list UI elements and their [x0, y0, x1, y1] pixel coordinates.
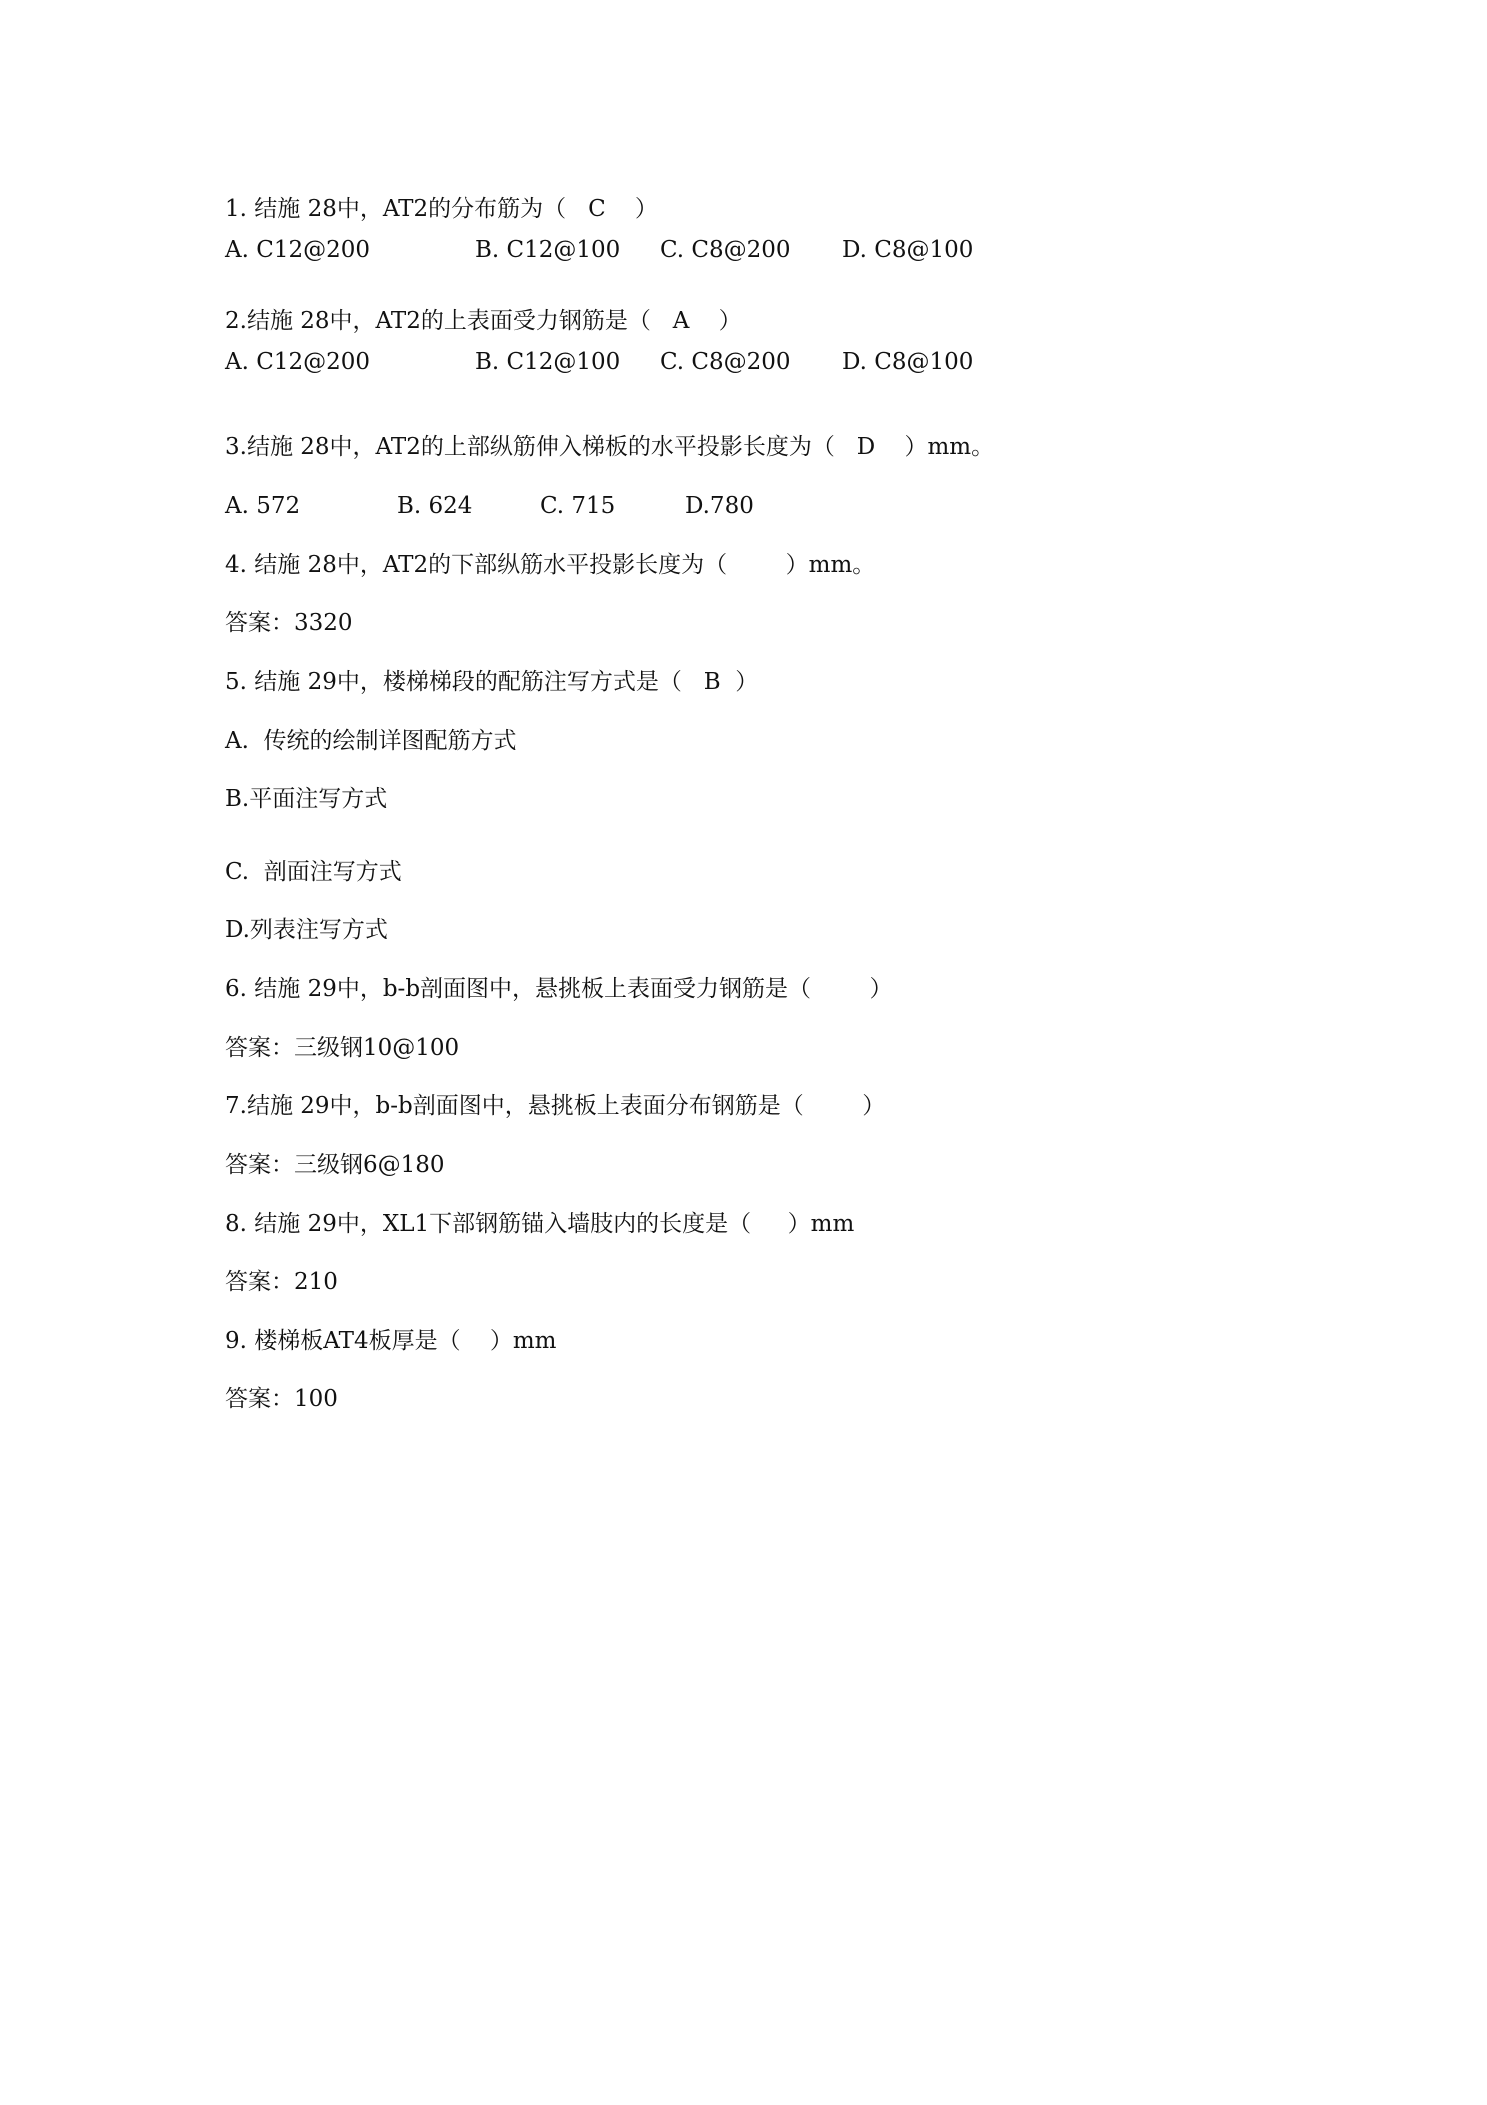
question-2-option-b: B. C12@100: [475, 349, 621, 375]
question-5-option-c: C. 剖面注写方式: [225, 859, 402, 885]
question-2-stem: 2.结施 28中，AT2的上表面受力钢筋是（ A ）: [225, 308, 742, 334]
question-7-answer: 答案：三级钢6@180: [225, 1152, 445, 1178]
question-5-option-b: B.平面注写方式: [225, 786, 388, 812]
question-1-option-b: B. C12@100: [475, 237, 621, 263]
question-1-option-c: C. C8@200: [660, 237, 791, 263]
question-3-option-d: D.780: [685, 493, 754, 519]
question-2-option-d: D. C8@100: [842, 349, 974, 375]
question-5-option-a: A. 传统的绘制详图配筋方式: [225, 728, 517, 754]
question-6-stem: 6. 结施 29中，b-b剖面图中，悬挑板上表面受力钢筋是（ ）: [225, 976, 893, 1002]
question-4-answer: 答案：3320: [225, 610, 353, 636]
question-5-option-d: D.列表注写方式: [225, 917, 388, 943]
question-9-stem: 9. 楼梯板AT4板厚是（ ）mm: [225, 1328, 557, 1354]
question-3-option-a: A. 572: [225, 493, 301, 519]
question-3-option-c: C. 715: [540, 493, 616, 519]
question-3-option-b: B. 624: [397, 493, 473, 519]
question-5-stem: 5. 结施 29中，楼梯梯段的配筋注写方式是（ B ）: [225, 669, 759, 695]
question-1-option-a: A. C12@200: [225, 237, 370, 263]
question-2-option-c: C. C8@200: [660, 349, 791, 375]
question-8-stem: 8. 结施 29中，XL1下部钢筋锚入墙肢内的长度是（ ）mm: [225, 1211, 855, 1237]
question-7-stem: 7.结施 29中，b-b剖面图中，悬挑板上表面分布钢筋是（ ）: [225, 1093, 886, 1119]
question-2-option-a: A. C12@200: [225, 349, 370, 375]
question-1-option-d: D. C8@100: [842, 237, 974, 263]
question-1-stem: 1. 结施 28中，AT2的分布筋为（ C ）: [225, 196, 658, 222]
question-9-answer: 答案：100: [225, 1386, 338, 1412]
question-3-stem: 3.结施 28中，AT2的上部纵筋伸入梯板的水平投影长度为（ D ）mm。: [225, 434, 995, 460]
question-6-answer: 答案：三级钢10@100: [225, 1035, 460, 1061]
question-8-answer: 答案：210: [225, 1269, 338, 1295]
question-4-stem: 4. 结施 28中，AT2的下部纵筋水平投影长度为（ ）mm。: [225, 552, 876, 578]
